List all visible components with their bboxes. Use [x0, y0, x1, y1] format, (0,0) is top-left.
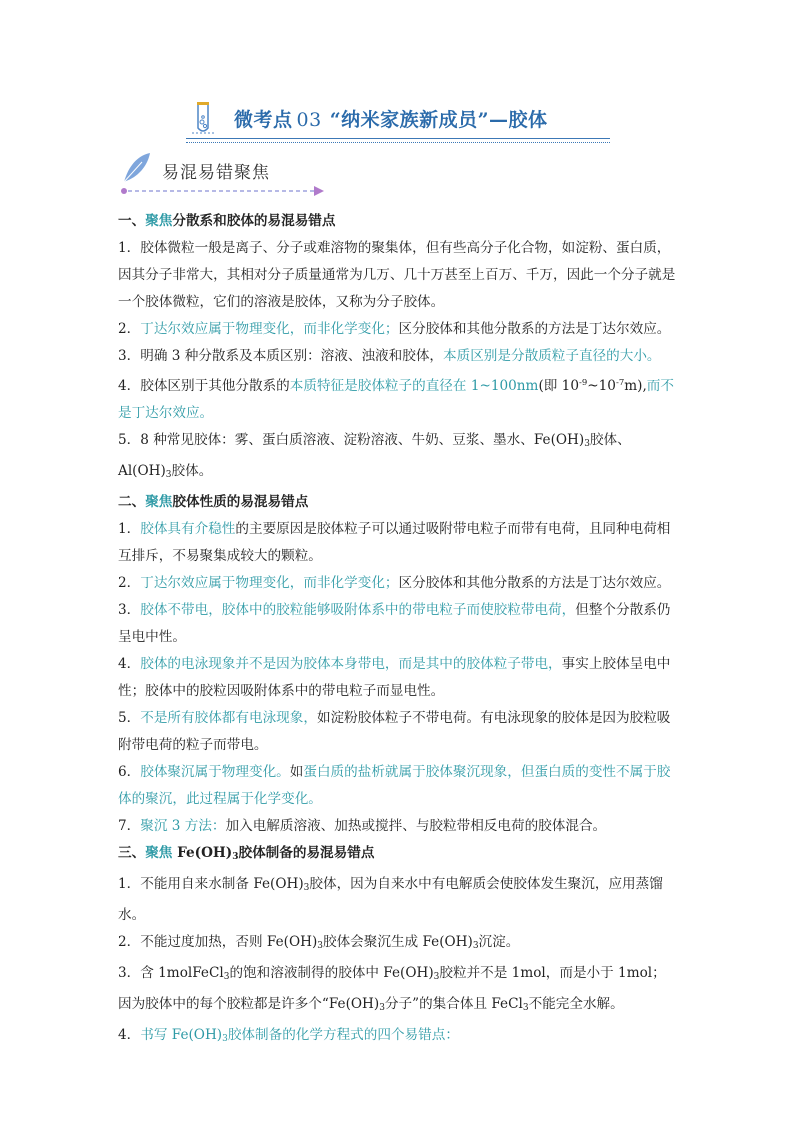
list-item: 4．书写 $Fe(OH)_3$胶体制备的化学方程式的四个易错点：	[118, 1027, 459, 1044]
section-heading: 三、聚焦 $Fe(OH)_3$胶体制备的易混易错点	[118, 845, 375, 862]
title-underline	[186, 138, 610, 139]
document-body	[118, 208, 678, 1053]
title-underline-dotted	[186, 142, 610, 143]
list-item: 3．含 1molFeCl$_3$的饱和溶液制得的胶体中 $Fe(OH)_3$胶粒并不是 1mol，而是小于 1mol；因为胶体中的每个胶粒都是许多个“$Fe(OH)_3$分子”的集合体且 FeCl$_3$不能完全水解。	[118, 965, 666, 1013]
section-heading: 二、聚焦胶体性质的易混易错点	[118, 494, 309, 510]
title-main: “纳米家族新成员”—胶体	[329, 109, 548, 131]
list-item: 1．胶体具有介稳性的主要原因是胶体粒子可以通过吸附带电粒子而带有电荷，且同种电荷相互排斥，不易聚集成较大的颗粒。	[118, 521, 671, 564]
list-item: 2．丁达尔效应属于物理变化，而非化学变化；区分胶体和其他分散系的方法是丁达尔效应。	[118, 321, 671, 337]
section-heading: 一、聚焦分散系和胶体的易混易错点	[118, 213, 336, 229]
list-item: 5．不是所有胶体都有电泳现象，如淀粉胶体粒子不带电荷。有电泳现象的胶体是因为胶粒吸附带电荷的粒子而带电。	[118, 710, 671, 753]
list-item: 6．胶体聚沉属于物理变化。如蛋白质的盐析就属于胶体聚沉现象，但蛋白质的变性不属于胶体的聚沉，此过程属于化学变化。	[118, 764, 671, 807]
banner-arrow-icon	[118, 184, 330, 198]
list-item: 1．胶体微粒一般是离子、分子或难溶物的聚集体，但有些高分子化合物，如淀粉、蛋白质，因其分子非常大，其相对分子质量通常为几万、几十万甚至上百万、千万，因此一个分子就是一个胶体微粒，它们的溶液是胶体，又称为分子胶体。	[118, 240, 676, 310]
list-item: 3．胶体不带电，胶体中的胶粒能够吸附体系中的带电粒子而使胶粒带电荷，但整个分散系仍呈电中性。	[118, 602, 671, 645]
test-tube-icon	[190, 100, 216, 136]
title-number: 03	[296, 109, 322, 131]
list-item: 7．聚沉 3 方法：加入电解质溶液、加热或搅拌、与胶粒带相反电荷的胶体混合。	[118, 818, 607, 834]
title-text	[234, 105, 548, 132]
list-item: 2．丁达尔效应属于物理变化，而非化学变化；区分胶体和其他分散系的方法是丁达尔效应。	[118, 575, 671, 591]
page-title	[186, 98, 610, 144]
list-item: 5．8 种常见胶体：雾、蛋白质溶液、淀粉溶液、牛奶、豆浆、墨水、$Fe(OH)_3$胶体、$Al(OH)_3$胶体。	[118, 432, 631, 480]
list-item: 4．胶体区别于其他分散系的本质特征是胶体粒子的直径在 1~100nm(即 $10^{-9}\sim 10^{-7}m$),而不是丁达尔效应。	[118, 378, 674, 421]
list-item: 2．不能过度加热，否则 $Fe(OH)_3$胶体会聚沉生成 $Fe(OH)_3$沉淀。	[118, 934, 520, 951]
list-item: 1．不能用自来水制备 $Fe(OH)_3$胶体，因为自来水中有电解质会使胶体发生聚沉，应用蒸馏水。	[118, 876, 663, 923]
feather-icon	[118, 150, 154, 186]
list-item: 3．明确 3 种分散系及本质区别：溶液、浊液和胶体，本质区别是分散质粒子直径的大小。	[118, 348, 661, 364]
title-prefix: 微考点	[234, 109, 293, 131]
list-item: 4．胶体的电泳现象并不是因为胶体本身带电，而是其中的胶体粒子带电，事实上胶体呈电中性；胶体中的胶粒因吸附体系中的带电粒子而显电性。	[118, 656, 671, 699]
banner-label: 易混易错聚焦	[162, 163, 270, 183]
section-banner	[118, 150, 338, 200]
